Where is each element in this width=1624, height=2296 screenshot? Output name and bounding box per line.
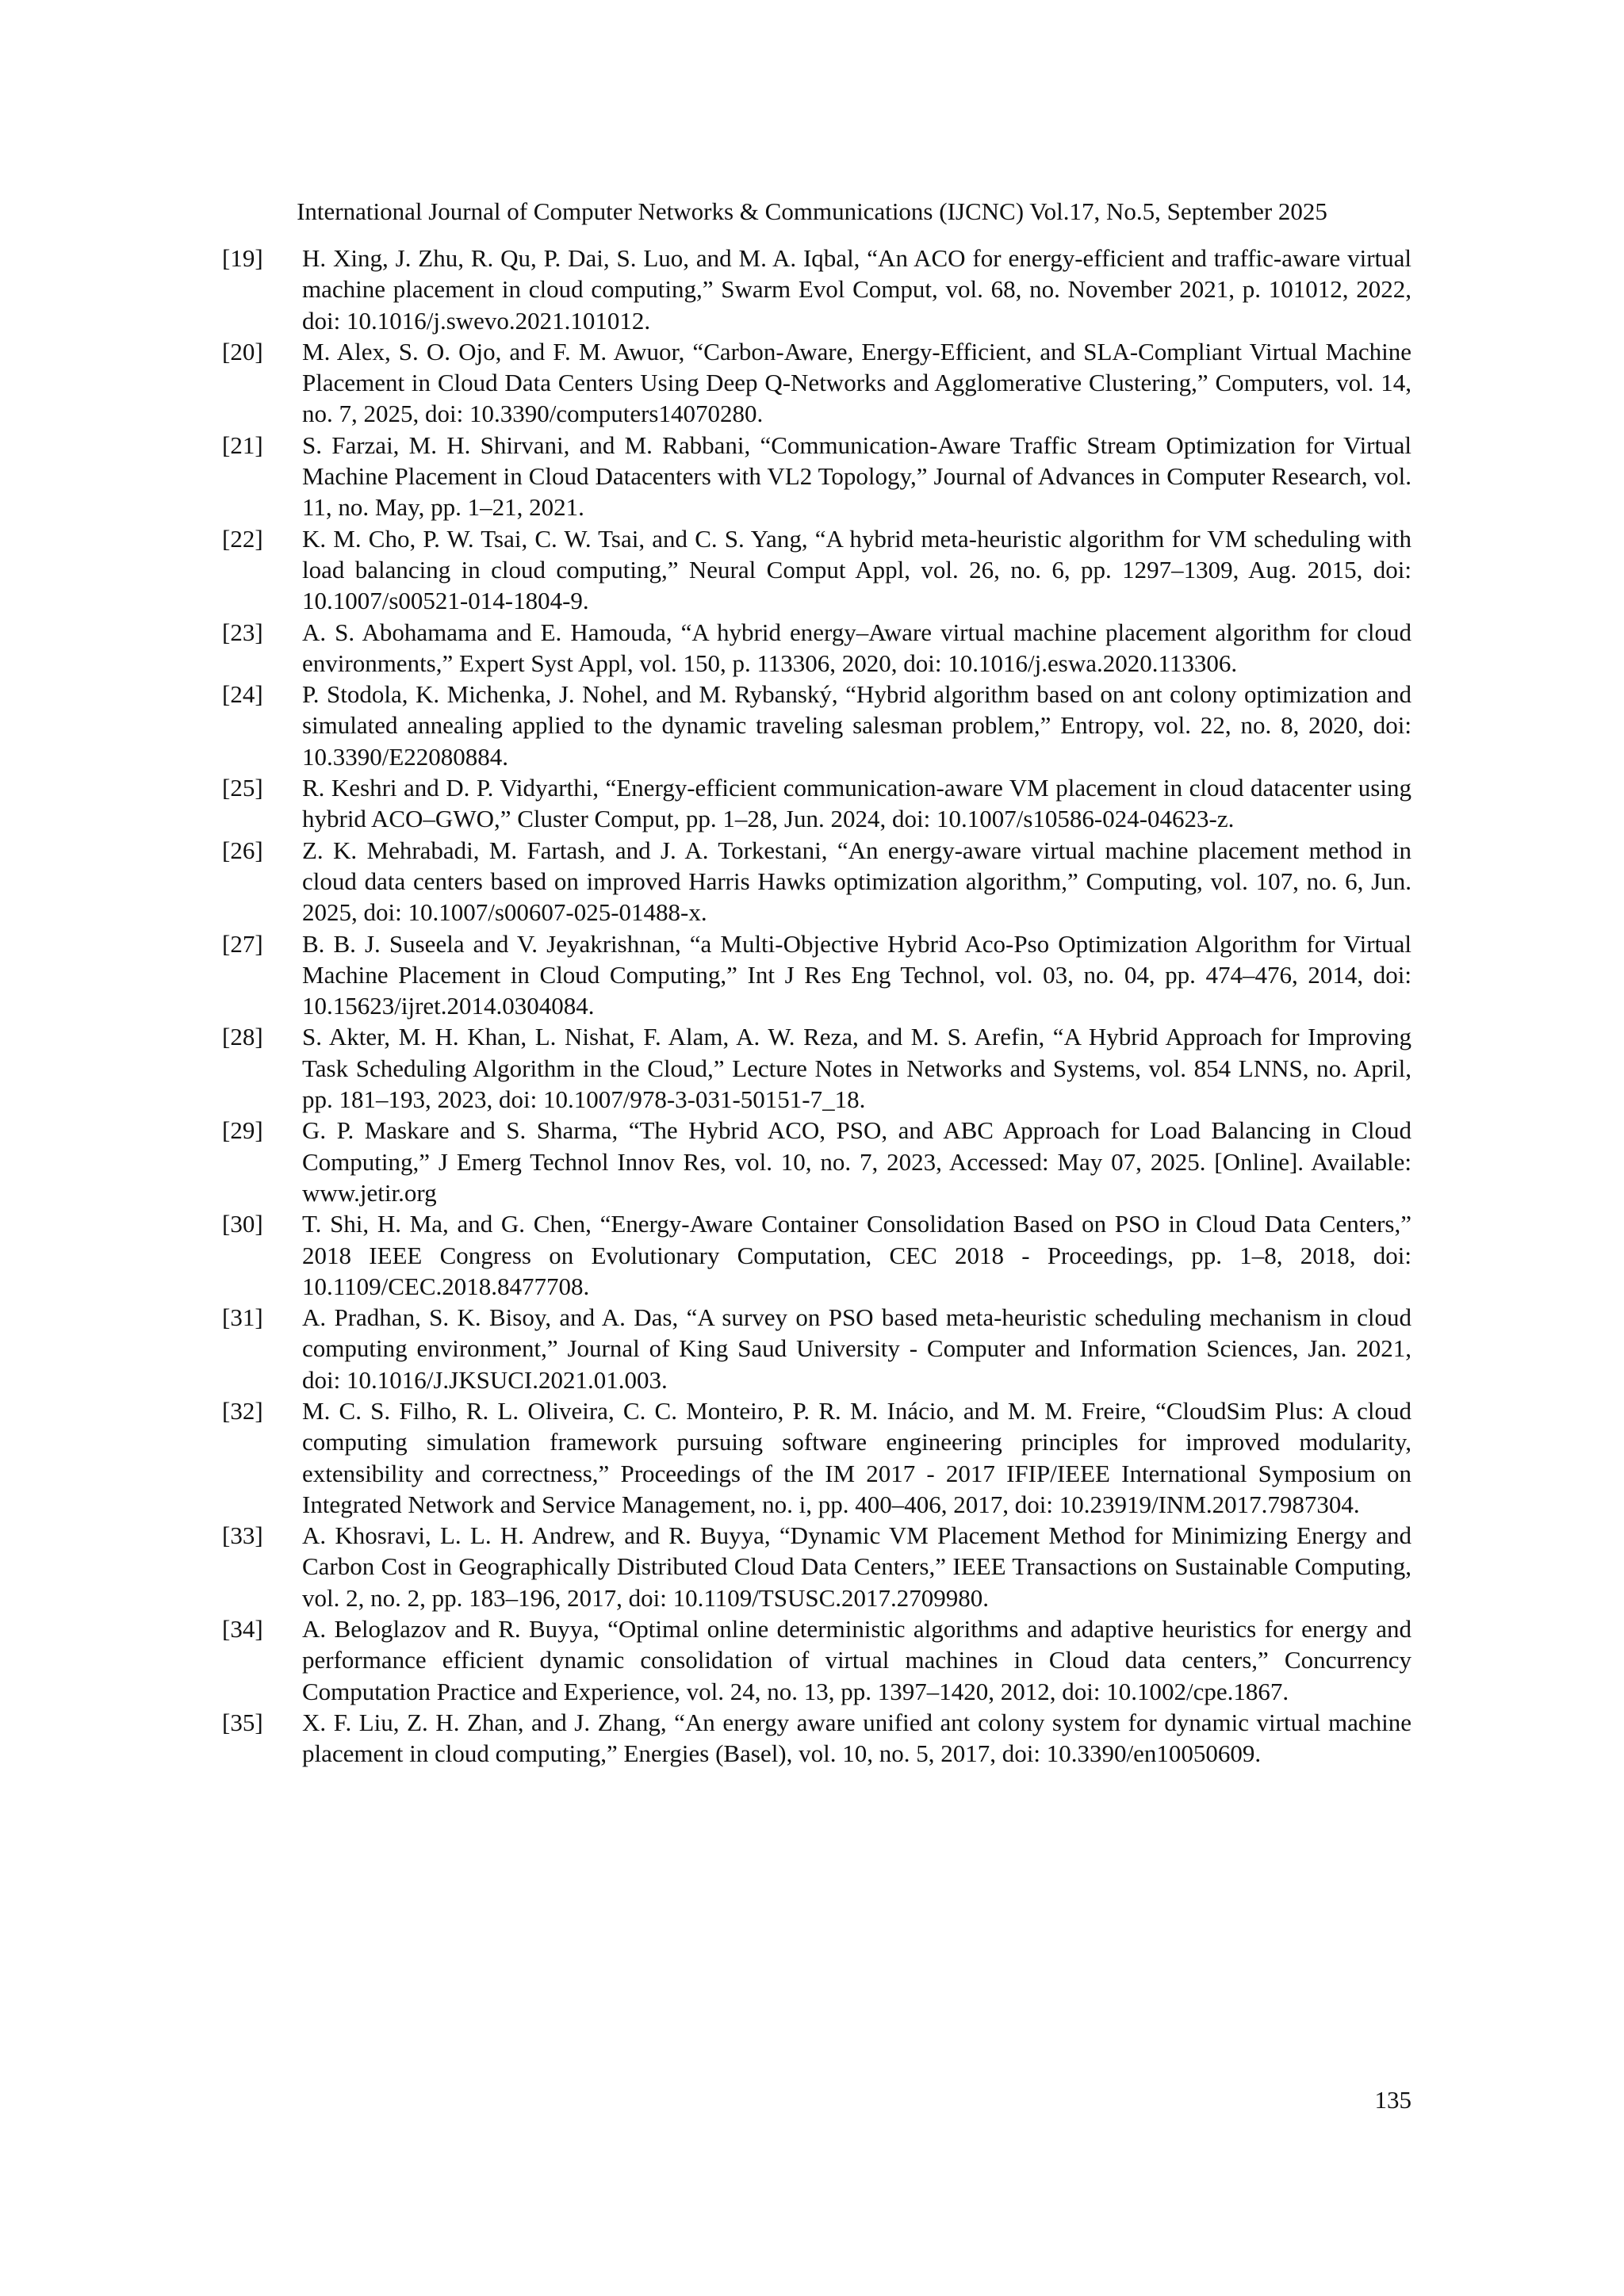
reference-number: [19] [222, 244, 263, 272]
reference-text: M. Alex, S. O. Ojo, and F. M. Awuor, “Carbon-Aware, Energy-Efficient, and SLA-Compliant Virtual Machine Placement in Cloud Data Centers Using Deep Q-Networks and Agglomerative Clustering,” Computers, vol. 14, no. 7, 2025, doi: 10.3390/computers14070280. [302, 337, 1411, 428]
reference-number: [29] [222, 1116, 263, 1145]
reference-21 [222, 430, 1411, 523]
reference-text: B. B. J. Suseela and V. Jeyakrishnan, “a Multi-Objective Hybrid Aco-Pso Optimization Algorithm for Virtual Machine Placement in Cloud Computing,” Int J Res Eng Technol, vol. 03, no. 04, pp. 474–476, 2014, doi: 10.15623/ijret.2014.0304084. [302, 929, 1411, 1020]
reference-number: [35] [222, 1708, 263, 1736]
reference-number: [21] [222, 430, 263, 459]
reference-number: [33] [222, 1521, 263, 1550]
reference-text: S. Farzai, M. H. Shirvani, and M. Rabbani, “Communication-Aware Traffic Stream Optimization for Virtual Machine Placement in Cloud Datacenters with VL2 Topology,” Journal of Advances in Computer Research, vol. 11, no. May, pp. 1–21, 2021. [302, 430, 1411, 522]
reference-text: S. Akter, M. H. Khan, L. Nishat, F. Alam, A. W. Reza, and M. S. Arefin, “A Hybrid Approach for Improving Task Scheduling Algorithm in the Cloud,” Lecture Notes in Networks and Systems, vol. 854 LNNS, no. April, pp. 181–193, 2023, doi: 10.1007/978-3-031-50151-7_18. [302, 1023, 1411, 1114]
reference-text: A. Beloglazov and R. Buyya, “Optimal online deterministic algorithms and adaptive heuristics for energy and performance efficient dynamic consolidation of virtual machines in Cloud data centers,” Concurrency Computation Practice and Experience, vol. 24, no. 13, pp. 1397–1420, 2012, doi: 10.1002/cpe.1867. [302, 1615, 1411, 1705]
reference-text: A. Pradhan, S. K. Bisoy, and A. Das, “A survey on PSO based meta-heuristic scheduling mechanism in cloud computing environment,” Journal of King Saud University - Computer and Information Sciences, Jan. 2021, doi: 10.1016/J.JKSUCI.2021.01.003. [302, 1303, 1411, 1394]
reference-number: [24] [222, 680, 263, 709]
reference-text: M. C. S. Filho, R. L. Oliveira, C. C. Monteiro, P. R. M. Inácio, and M. M. Freire, “CloudSim Plus: A cloud computing simulation framework pursuing software engineering principles for improved modularity, extensibility and correctness,” Proceedings of the IM 2017 - 2017 IFIP/IEEE International Symposium on Integrated Network and Service Management, no. i, pp. 400–406, 2017, doi: 10.23919/INM.2017.7987304. [302, 1396, 1411, 1518]
reference-text: P. Stodola, K. Michenka, J. Nohel, and M. Rybanský, “Hybrid algorithm based on ant colony optimization and simulated annealing applied to the dynamic traveling salesman problem,” Entropy, vol. 22, no. 8, 2020, doi: 10.3390/E22080884. [302, 680, 1411, 771]
reference-text: Z. K. Mehrabadi, M. Fartash, and J. A. Torkestani, “An energy-aware virtual machine placement method in cloud data centers based on improved Harris Hawks optimization algorithm,” Computing, vol. 107, no. 6, Jun. 2025, doi: 10.1007/s00607-025-01488-x. [302, 836, 1411, 927]
reference-20 [222, 336, 1411, 430]
reference-19 [222, 243, 1411, 336]
reference-text: H. Xing, J. Zhu, R. Qu, P. Dai, S. Luo, and M. A. Iqbal, “An ACO for energy-efficient and traffic-aware virtual machine placement in cloud computing,” Swarm Evol Comput, vol. 68, no. November 2021, p. 101012, 2022, doi: 10.1016/j.swevo.2021.101012. [302, 244, 1411, 335]
reference-number: [20] [222, 337, 263, 365]
reference-number: [23] [222, 618, 263, 646]
reference-text: A. Khosravi, L. L. H. Andrew, and R. Buyya, “Dynamic VM Placement Method for Minimizing Energy and Carbon Cost in Geographically Distributed Cloud Data Centers,” IEEE Transactions on Sustainable Computing, vol. 2, no. 2, pp. 183–196, 2017, doi: 10.1109/TSUSC.2017.2709980. [302, 1521, 1411, 1612]
reference-26 [222, 835, 1411, 928]
reference-number: [32] [222, 1396, 263, 1425]
reference-number: [26] [222, 836, 263, 864]
reference-text: G. P. Maskare and S. Sharma, “The Hybrid ACO, PSO, and ABC Approach for Load Balancing in Cloud Computing,” J Emerg Technol Innov Res, vol. 10, no. 7, 2023, Accessed: May 07, 2025. [Online]. Available: www.jetir.org [302, 1116, 1411, 1207]
reference-28 [222, 1021, 1411, 1115]
reference-number: [25] [222, 774, 263, 802]
page-number: 135 [1374, 2086, 1411, 2114]
reference-number: [31] [222, 1303, 263, 1332]
reference-number: [34] [222, 1615, 263, 1644]
reference-text: K. M. Cho, P. W. Tsai, C. W. Tsai, and C. S. Yang, “A hybrid meta-heuristic algorithm for VM scheduling with load balancing in cloud computing,” Neural Comput Appl, vol. 26, no. 6, pp. 1297–1309, Aug. 2015, doi: 10.1007/s00521-014-1804-9. [302, 524, 1411, 615]
reference-25 [222, 772, 1411, 835]
running-header: International Journal of Computer Networks & Communications (IJCNC) Vol.17, No.5, September 2025 [297, 197, 1327, 225]
reference-29 [222, 1115, 1411, 1208]
reference-33 [222, 1520, 1411, 1613]
reference-number: [28] [222, 1023, 263, 1051]
reference-27 [222, 928, 1411, 1022]
reference-number: [30] [222, 1210, 263, 1238]
reference-list [222, 243, 1411, 1770]
reference-35 [222, 1707, 1411, 1770]
reference-number: [22] [222, 524, 263, 553]
reference-31 [222, 1302, 1411, 1395]
reference-23 [222, 617, 1411, 679]
reference-number: [27] [222, 929, 263, 958]
reference-text: A. S. Abohamama and E. Hamouda, “A hybrid energy–Aware virtual machine placement algorithm for cloud environments,” Expert Syst Appl, vol. 150, p. 113306, 2020, doi: 10.1016/j.eswa.2020.113306. [302, 618, 1411, 677]
reference-22 [222, 523, 1411, 617]
reference-24 [222, 679, 1411, 772]
reference-text: T. Shi, H. Ma, and G. Chen, “Energy-Aware Container Consolidation Based on PSO in Cloud Data Centers,” 2018 IEEE Congress on Evolutionary Computation, CEC 2018 - Proceedings, pp. 1–8, 2018, doi: 10.1109/CEC.2018.8477708. [302, 1210, 1411, 1300]
reference-34 [222, 1613, 1411, 1707]
reference-30 [222, 1208, 1411, 1302]
reference-32 [222, 1395, 1411, 1520]
reference-text: R. Keshri and D. P. Vidyarthi, “Energy-efficient communication-aware VM placement in cloud datacenter using hybrid ACO–GWO,” Cluster Comput, pp. 1–28, Jun. 2024, doi: 10.1007/s10586-024-04623-z. [302, 774, 1411, 833]
reference-text: X. F. Liu, Z. H. Zhan, and J. Zhang, “An energy aware unified ant colony system for dynamic virtual machine placement in cloud computing,” Energies (Basel), vol. 10, no. 5, 2017, doi: 10.3390/en10050609. [302, 1708, 1411, 1768]
